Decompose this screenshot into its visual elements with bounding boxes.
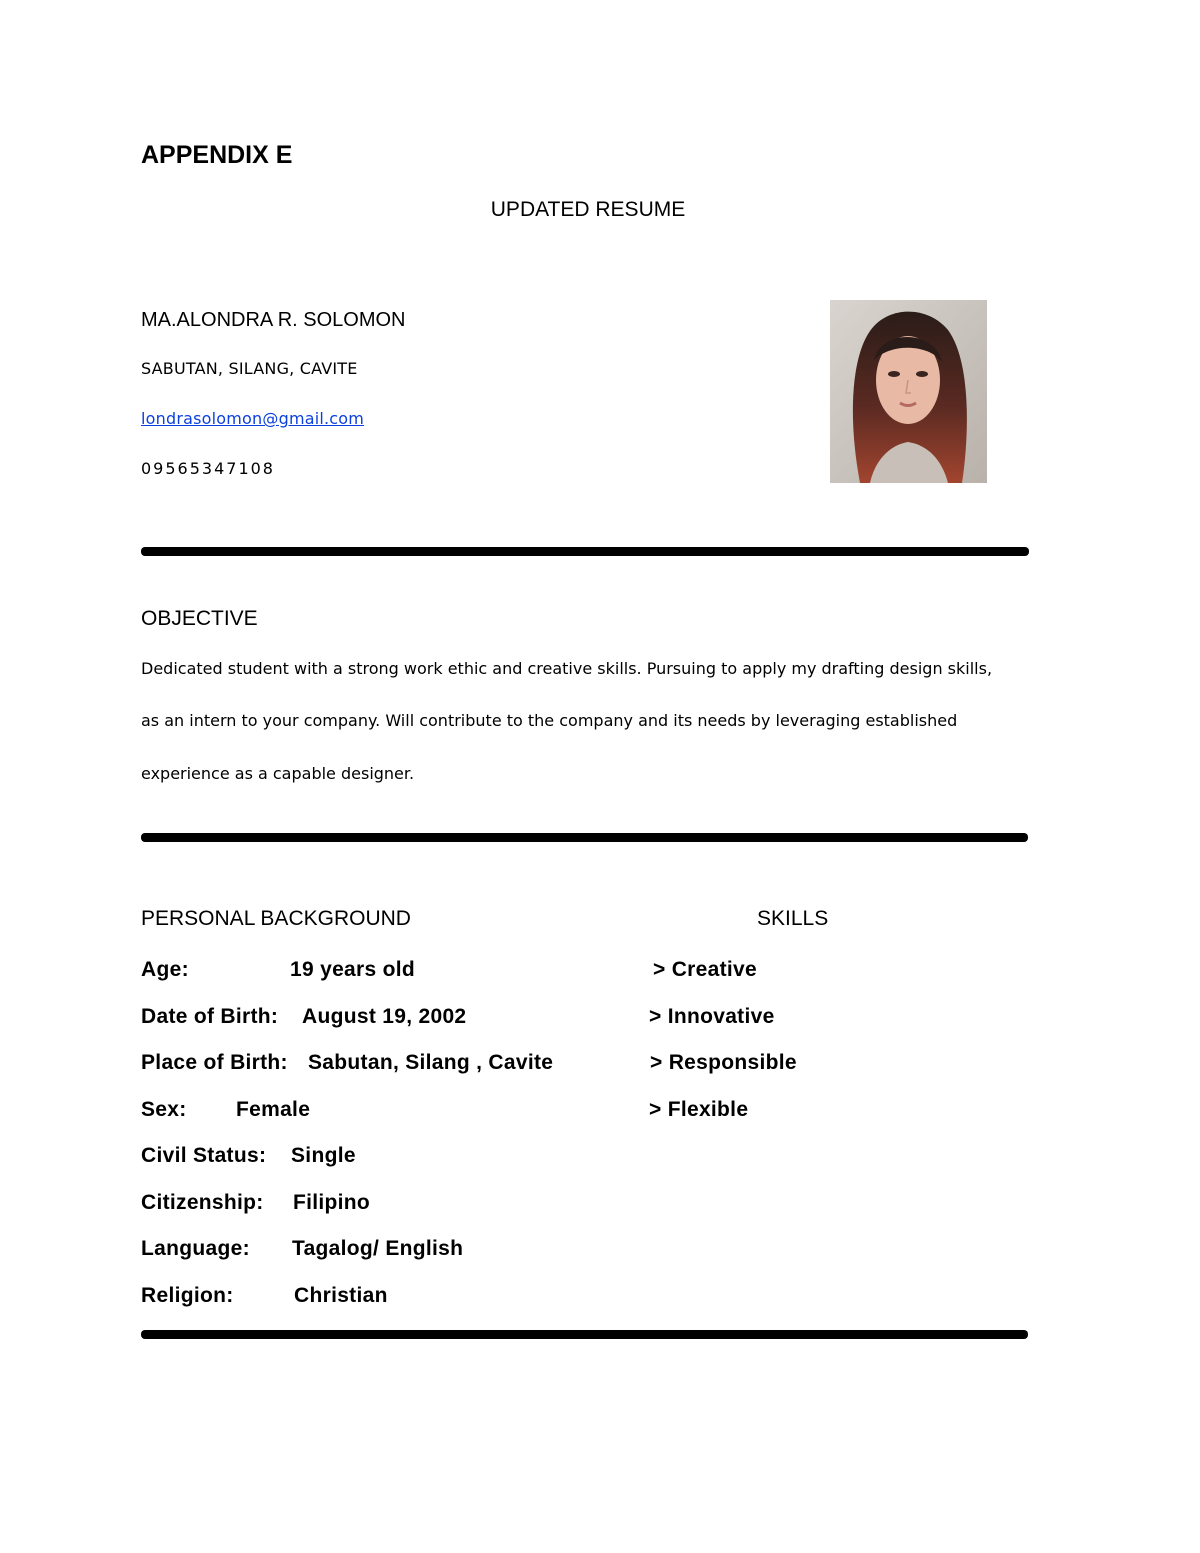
phone-number: 09565347108 <box>141 459 275 478</box>
civil-status-value: Single <box>291 1144 356 1167</box>
document-title: UPDATED RESUME <box>490 198 686 221</box>
skills-heading: SKILLS <box>757 907 829 930</box>
pob-value: Sabutan, Silang , Cavite <box>308 1051 554 1074</box>
religion-value: Christian <box>294 1284 388 1307</box>
profile-photo <box>830 300 987 483</box>
age-value: 19 years old <box>290 958 416 981</box>
pob-label: Place of Birth: <box>141 1051 288 1074</box>
objective-line: experience as a capable designer. <box>141 764 415 783</box>
email-link[interactable]: londrasolomon@gmail.com <box>141 409 365 428</box>
skill-item: > Creative <box>653 958 757 981</box>
divider-3 <box>141 1330 1028 1339</box>
civil-status-label: Civil Status: <box>141 1144 267 1167</box>
divider-1 <box>141 547 1029 556</box>
sex-value: Female <box>236 1098 311 1121</box>
objective-heading: OBJECTIVE <box>141 607 258 630</box>
language-label: Language: <box>141 1237 250 1260</box>
divider-2 <box>141 833 1028 842</box>
age-label: Age: <box>141 958 189 981</box>
religion-label: Religion: <box>141 1284 234 1307</box>
dob-label: Date of Birth: <box>141 1005 279 1028</box>
applicant-address: SABUTAN, SILANG, CAVITE <box>141 359 358 378</box>
citizenship-value: Filipino <box>293 1191 371 1214</box>
objective-line: Dedicated student with a strong work ethic and creative skills. Pursuing to apply my drafting design skills, <box>141 659 993 678</box>
skill-item: > Innovative <box>649 1005 775 1028</box>
appendix-heading: APPENDIX E <box>141 141 293 169</box>
personal-background-heading: PERSONAL BACKGROUND <box>141 907 411 930</box>
objective-line: as an intern to your company. Will contribute to the company and its needs by leveraging established <box>141 711 958 730</box>
applicant-name: MA.ALONDRA R. SOLOMON <box>141 309 406 331</box>
citizenship-label: Citizenship: <box>141 1191 264 1214</box>
sex-label: Sex: <box>141 1098 187 1121</box>
language-value: Tagalog/ English <box>292 1237 464 1260</box>
skill-item: > Responsible <box>650 1051 797 1074</box>
skill-item: > Flexible <box>649 1098 749 1121</box>
dob-value: August 19, 2002 <box>302 1005 467 1028</box>
